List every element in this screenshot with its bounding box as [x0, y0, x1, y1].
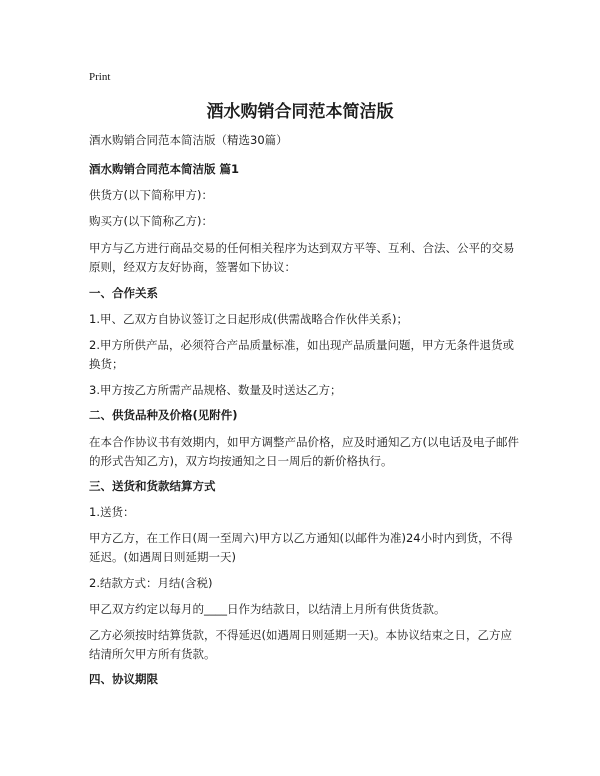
document-subtitle: 酒水购销合同范本简洁版（精选30篇）	[89, 133, 288, 147]
supplier-line: 供货方(以下简称甲方)：	[89, 188, 213, 202]
section1-item1: 1.甲、乙双方自协议签订之日起形成(供需战略合作伙伴关系)；	[89, 312, 408, 326]
section2-heading: 二、供货品种及价格(见附件)	[89, 408, 238, 422]
section1-item2: 2.甲方所供产品，必须符合产品质量标准，如出现产品质量问题，甲方无条件退货或换货；	[89, 338, 514, 371]
part-heading: 酒水购销合同范本简洁版 篇1	[89, 162, 240, 176]
payment-label: 2.结款方式：月结(含税)	[89, 576, 213, 590]
payment-note: 乙方必须按时结算货款，不得延迟(如遇周日则延期一天)。本协议结束之日，乙方应结清所欠甲方所有货款。	[89, 628, 512, 661]
section2-body: 在本合作协议书有效期内，如甲方调整产品价格，应及时通知乙方(以电话及电子邮件的形式告知乙方)，双方均按通知之日一周后的新价格执行。	[89, 435, 519, 468]
intro-paragraph: 甲方与乙方进行商品交易的任何相关程序为达到双方平等、互利、合法、公平的交易原则，经双方友好协商，签署如下协议：	[89, 241, 515, 274]
section4-heading: 四、协议期限	[89, 672, 158, 686]
section1-heading: 一、合作关系	[89, 286, 158, 300]
print-label: Print	[89, 71, 111, 83]
document-title: 酒水购销合同范本简洁版	[206, 102, 394, 122]
buyer-line: 购买方(以下简称乙方)：	[89, 214, 213, 228]
delivery-body: 甲方乙方，在工作日(周一至周六)甲方以乙方通知(以邮件为准)24小时内到货，不得延迟。(如遇周日则延期一天)	[89, 531, 513, 564]
delivery-label: 1.送货：	[89, 505, 135, 519]
payment-body: 甲乙双方约定以每月的____日作为结款日，以结清上月所有供货货款。	[89, 602, 446, 616]
section3-heading: 三、送货和货款结算方式	[89, 479, 216, 493]
section1-item3: 3.甲方按乙方所需产品规格、数量及时送达乙方；	[89, 383, 342, 397]
